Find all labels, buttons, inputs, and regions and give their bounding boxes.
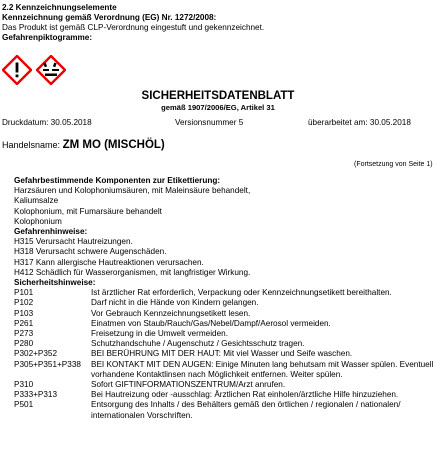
regulation-text: Das Produkt ist gemäß CLP-Verordnung eingestuft und gekennzeichnet. — [2, 23, 265, 32]
document-subtitle: gemäß 1907/2006/EG, Artikel 31 — [161, 103, 275, 112]
hazard-statement: H315 Verursacht Hautreizungen. — [14, 237, 133, 247]
precaution-code: P305+P351+P338 — [14, 359, 81, 369]
precaution-row — [14, 380, 434, 390]
precaution-row — [14, 319, 434, 329]
precaution-code: P501 — [14, 400, 34, 410]
revision-date: überarbeitet am: 30.05.2018 — [308, 118, 411, 127]
precaution-code: P310 — [14, 380, 34, 390]
components-heading: Gefahrbestimmende Komponenten zur Etikettierung: — [14, 176, 221, 185]
hazards-heading: Gefahrenhinweise: — [14, 227, 88, 237]
precaution-code: P103 — [14, 308, 34, 318]
precaution-row — [14, 339, 434, 349]
precaution-code: P302+P352 — [14, 349, 58, 359]
ghs05-corrosion-icon — [36, 55, 66, 85]
precaution-text: Freisetzung in die Umwelt vermeiden. — [91, 329, 228, 339]
precaution-text: Ist ärztlicher Rat erforderlich, Verpackung oder Kennzeichnungsetikett bereithalten. — [91, 288, 392, 298]
component-item: Kolophonium — [14, 216, 62, 226]
precaution-code: P261 — [14, 318, 34, 328]
trade-name: ZM MO (MISCHÖL) — [62, 139, 165, 151]
component-item: Kaliumsalze — [14, 196, 59, 206]
regulation-label: Kennzeichnung gemäß Verordnung (EG) Nr. 1272/2008: — [2, 13, 217, 22]
precaution-text: Sofort GIFTINFORMATIONSZENTRUM/Arzt anrufen. — [91, 380, 286, 390]
precautions-heading: Sicherheitshinweise: — [14, 278, 96, 288]
precaution-row — [14, 390, 434, 400]
precaution-row — [14, 309, 434, 319]
pictogram-row — [2, 55, 66, 85]
hazard-statement: H318 Verursacht schwere Augenschäden. — [14, 247, 167, 257]
precaution-text: Entsorgung des Inhalts / des Behälters gemäß den örtlichen / regionalen / nationalen/ internationalen Vorschriften. — [91, 400, 401, 420]
ghs07-exclamation-icon — [2, 55, 32, 85]
hazard-statement: H317 Kann allergische Hautreaktionen verursachen. — [14, 257, 204, 267]
label-elements — [14, 176, 434, 421]
precaution-text: Vor Gebrauch Kennzeichnungsetikett lesen. — [91, 308, 251, 318]
precaution-text: Darf nicht in die Hände von Kindern gelangen. — [91, 298, 259, 308]
precaution-row — [14, 349, 434, 359]
precaution-text: BEI KONTAKT MIT DEN AUGEN: Einige Minuten lang behutsam mit Wasser spülen. Eventuell vorhandene Kontaktlinsen nach Möglichkeit entfernen. Weiter spülen. — [91, 359, 434, 379]
trade-name-label: Handelsname: — [2, 140, 61, 150]
precaution-text: BEI BERÜHRUNG MIT DER HAUT: Mit viel Wasser und Seife waschen. — [91, 349, 353, 359]
precaution-text: Schutzhandschuhe / Augenschutz / Gesichtsschutz tragen. — [91, 339, 305, 349]
version-number: Versionsnummer 5 — [175, 118, 244, 127]
precaution-code: P102 — [14, 298, 34, 308]
pictogram-label: Gefahrenpiktogramme: — [2, 33, 93, 42]
trade-name-row — [2, 140, 165, 150]
continued-note: (Fortsetzung von Seite 1) — [354, 161, 433, 168]
hazard-statement: H412 Schädlich für Wasserorganismen, mit langfristiger Wirkung. — [14, 267, 251, 277]
precaution-row — [14, 329, 434, 339]
component-item: Kolophonium, mit Fumarsäure behandelt — [14, 206, 162, 216]
precaution-row — [14, 298, 434, 308]
precaution-row — [14, 360, 434, 380]
precaution-code: P280 — [14, 339, 34, 349]
component-item: Harzsäuren und Kolophoniumsäuren, mit Maleinsäure behandelt, — [14, 186, 251, 196]
precaution-code: P333+P313 — [14, 390, 58, 400]
precaution-text: Einatmen von Staub/Rauch/Gas/Nebel/Dampf/Aerosol vermeiden. — [91, 318, 331, 328]
precaution-text: Bei Hautreizung oder -ausschlag: Ärztlichen Rat einholen/ärztliche Hilfe hinzuziehen. — [91, 390, 399, 400]
document-title: SICHERHEITSDATENBLATT — [141, 90, 295, 102]
print-date: Druckdatum: 30.05.2018 — [2, 118, 92, 127]
section-heading: 2.2 Kennzeichnungselemente — [2, 3, 117, 12]
precaution-code: P273 — [14, 329, 34, 339]
precaution-code: P101 — [14, 288, 34, 298]
precaution-row — [14, 400, 434, 420]
precaution-row — [14, 288, 434, 298]
